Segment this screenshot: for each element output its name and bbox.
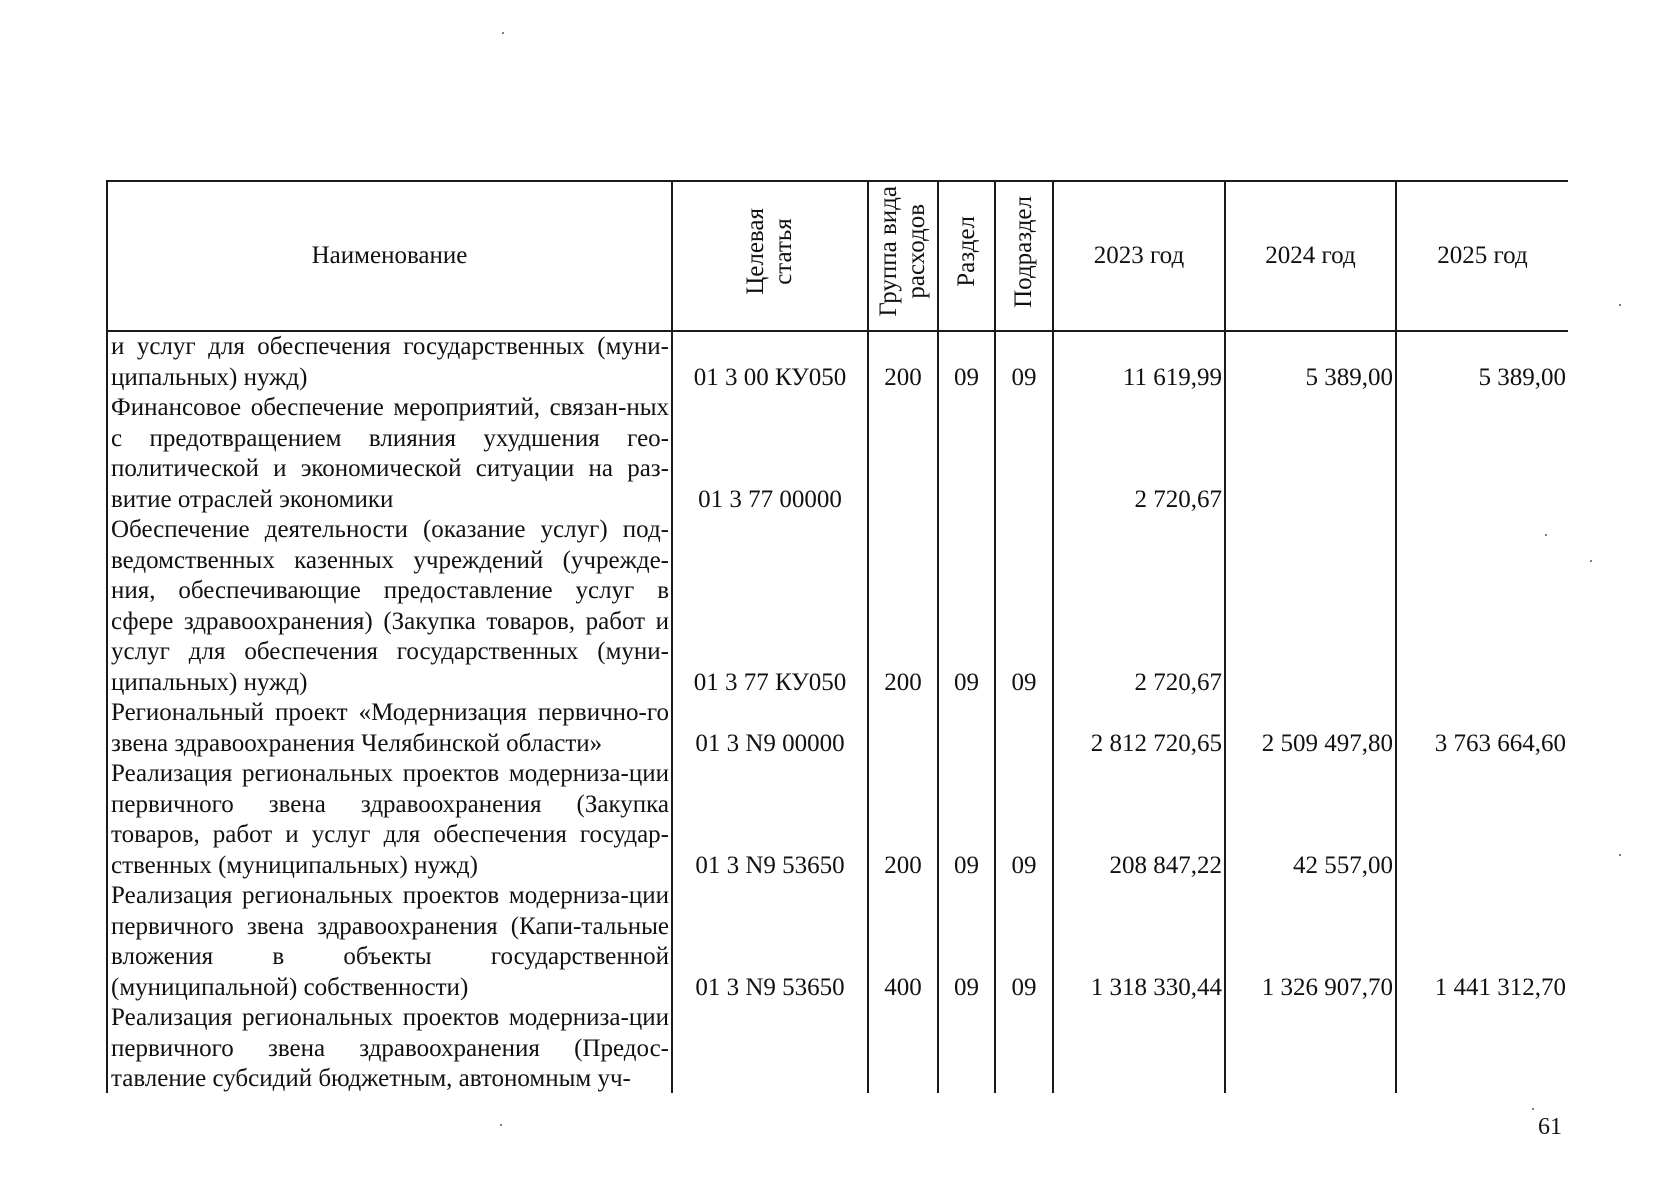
row-target: 01 3 77 КУ050 <box>672 515 868 698</box>
row-name: Региональный проект «Модернизация первично-го звена здравоохранения Челябинской области» <box>107 698 672 759</box>
row-group: 200 <box>868 759 938 881</box>
row-group: 200 <box>868 331 938 393</box>
row-podrazdel: 09 <box>995 881 1053 1003</box>
table-row <box>107 698 1568 759</box>
row-name: Реализация региональных проектов модерниза-ции первичного звена здравоохранения (Капи-тальные вложения в объекты государственной (муниципальной) собственности) <box>107 881 672 1003</box>
row-podrazdel: 09 <box>995 759 1053 881</box>
table-row <box>107 515 1568 698</box>
row-2024: 5 389,00 <box>1225 331 1396 393</box>
row-group <box>868 1003 938 1093</box>
row-podrazdel <box>995 698 1053 759</box>
row-podrazdel: 09 <box>995 331 1053 393</box>
row-2023: 1 318 330,44 <box>1053 881 1225 1003</box>
budget-table-container <box>106 180 1568 1093</box>
row-podrazdel <box>995 393 1053 515</box>
row-razdel: 09 <box>938 881 995 1003</box>
row-razdel: 09 <box>938 759 995 881</box>
row-2023: 2 720,67 <box>1053 393 1225 515</box>
page-number: 61 <box>1538 1114 1562 1140</box>
row-2023: 2 720,67 <box>1053 515 1225 698</box>
row-2025 <box>1396 1003 1568 1093</box>
budget-table <box>106 180 1568 1093</box>
row-podrazdel <box>995 1003 1053 1093</box>
row-2023 <box>1053 1003 1225 1093</box>
table-row <box>107 881 1568 1003</box>
row-2024 <box>1225 515 1396 698</box>
row-target: 01 3 N9 53650 <box>672 881 868 1003</box>
row-name: Финансовое обеспечение мероприятий, связан-ных с предотвращением влияния ухудшения гео-политической и экономической ситуации на раз-витие отраслей экономики <box>107 393 672 515</box>
scan-speck <box>1545 534 1547 536</box>
row-target: 01 3 N9 53650 <box>672 759 868 881</box>
header-2024: 2024 год <box>1225 181 1396 331</box>
row-2024 <box>1225 393 1396 515</box>
row-podrazdel: 09 <box>995 515 1053 698</box>
row-group: 400 <box>868 881 938 1003</box>
row-2024: 2 509 497,80 <box>1225 698 1396 759</box>
header-2025: 2025 год <box>1396 181 1568 331</box>
header-razdel: Раздел <box>938 181 995 331</box>
scan-speck <box>1532 1108 1534 1110</box>
row-2024: 1 326 907,70 <box>1225 881 1396 1003</box>
header-name: Наименование <box>107 181 672 331</box>
row-group <box>868 698 938 759</box>
scan-speck <box>502 32 504 34</box>
row-2023: 2 812 720,65 <box>1053 698 1225 759</box>
row-razdel: 09 <box>938 331 995 393</box>
row-2025 <box>1396 393 1568 515</box>
row-razdel <box>938 698 995 759</box>
header-podrazdel: Подраздел <box>995 181 1053 331</box>
row-name: Обеспечение деятельности (оказание услуг) под-ведомственных казенных учреждений (учрежде-ния, обеспечивающие предоставление услуг в сфере здравоохранения) (Закупка товаров, работ и услуг для обеспечения государственных (муни-ципальных) нужд) <box>107 515 672 698</box>
table-row <box>107 331 1568 393</box>
table-row <box>107 393 1568 515</box>
row-2023: 208 847,22 <box>1053 759 1225 881</box>
header-expense-group: Группа вида расходов <box>868 181 938 331</box>
row-razdel <box>938 1003 995 1093</box>
row-2024: 42 557,00 <box>1225 759 1396 881</box>
scan-speck <box>500 1124 502 1126</box>
row-2023: 11 619,99 <box>1053 331 1225 393</box>
table-row <box>107 1003 1568 1093</box>
row-2025 <box>1396 759 1568 881</box>
row-razdel: 09 <box>938 515 995 698</box>
table-header-row <box>107 181 1568 331</box>
header-2023: 2023 год <box>1053 181 1225 331</box>
header-target: Целевая статья <box>672 181 868 331</box>
row-name: Реализация региональных проектов модерниза-ции первичного звена здравоохранения (Предос-тавление субсидий бюджетным, автономным уч- <box>107 1003 672 1093</box>
row-2025: 3 763 664,60 <box>1396 698 1568 759</box>
scan-speck <box>1619 304 1621 306</box>
row-razdel <box>938 393 995 515</box>
scan-speck <box>1590 560 1592 562</box>
scan-speck <box>1619 854 1621 856</box>
row-group <box>868 393 938 515</box>
row-target: 01 3 77 00000 <box>672 393 868 515</box>
row-target <box>672 1003 868 1093</box>
row-2024 <box>1225 1003 1396 1093</box>
row-name: Реализация региональных проектов модерниза-ции первичного звена здравоохранения (Закупка товаров, работ и услуг для обеспечения государ-ственных (муниципальных) нужд) <box>107 759 672 881</box>
row-2025: 5 389,00 <box>1396 331 1568 393</box>
row-2025 <box>1396 515 1568 698</box>
row-2025: 1 441 312,70 <box>1396 881 1568 1003</box>
row-group: 200 <box>868 515 938 698</box>
row-target: 01 3 N9 00000 <box>672 698 868 759</box>
row-target: 01 3 00 КУ050 <box>672 331 868 393</box>
table-row <box>107 759 1568 881</box>
row-name: и услуг для обеспечения государственных (муни-ципальных) нужд) <box>107 331 672 393</box>
